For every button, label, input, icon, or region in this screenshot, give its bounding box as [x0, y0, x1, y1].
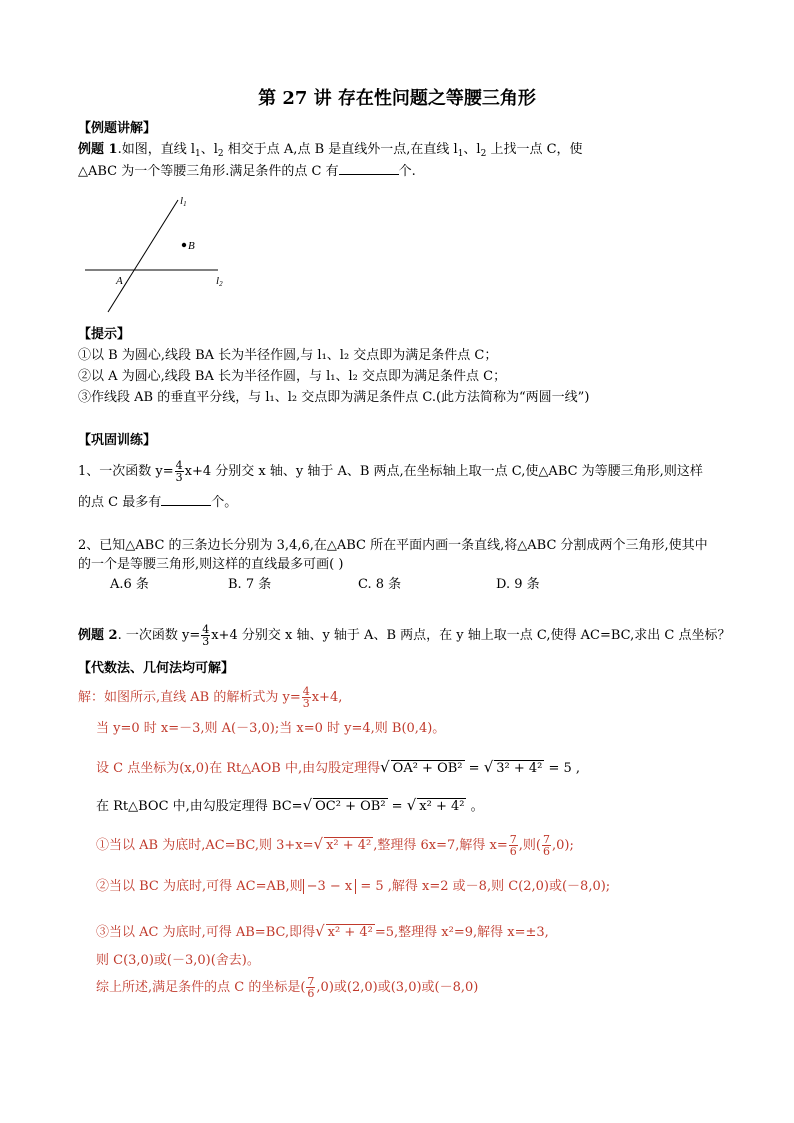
solution-line4: 在 Rt△BOC 中,由勾股定理得 BC=√ OC² + OB² = √ x² + 4² 。	[96, 796, 484, 814]
solution-case1: ①当以 AB 为底时,AC=BC,则 3+x=√ x² + 4² ,整理得 6x=7,解得 x= $\frac{7}{6}$ ,则( $\frac{7}{6}$ ,0);	[96, 833, 574, 858]
solution-case2: ②当以 BC 为底时,可得 AC=AB,则 −3 − x = 5 ,解得 x=2 或－8,则 C(2,0)或(－8,0);	[96, 879, 611, 894]
option-b: B. 7 条	[228, 577, 272, 592]
example1-line2: △ABC 为一个等腰三角形.满足条件的点 C 有 个.	[78, 164, 416, 179]
label-B: B	[188, 240, 195, 252]
hint-1: ①以 B 为圆心,线段 BA 长为半径作圆,与 l₁、l₂ 交点即为满足条件点 C；	[78, 348, 498, 363]
solution-line2: 当 y=0 时 x=－3,则 A(－3,0);当 x=0 时 y=4,则 B(0,4)。	[96, 721, 446, 736]
hint-2: ②以 A 为圆心,线段 BA 长为半径作圆，与 l₁、l₂ 交点即为满足条件点 C；	[78, 369, 507, 384]
example2-label: 例题 2	[78, 628, 118, 643]
fraction: $\frac{4}{3}$	[202, 623, 210, 648]
label-l1: l1	[180, 195, 187, 208]
answer-blank	[161, 493, 211, 506]
solution-case3-line2: 则 C(3,0)或(－3,0)(舍去)。	[96, 953, 260, 968]
section-heading-examples: 【例题讲解】	[78, 121, 157, 136]
hint-3: ③作线段 AB 的垂直平分线，与 l₁、l₂ 交点即为满足条件点 C.(此方法简称为“两圆一线”)	[78, 390, 590, 405]
point-B	[182, 243, 186, 247]
label-A: A	[116, 275, 123, 287]
fraction: $\frac{7}{6}$	[543, 833, 550, 858]
page-title: 第 27 讲 存在性问题之等腰三角形	[258, 88, 536, 109]
question2-line1: 2、已知△ABC 的三条边长分别为 3,4,6,在△ABC 所在平面内画一条直线,将△ABC 分割成两个三角形,使其中	[78, 538, 708, 553]
question1-line2: 的点 C 最多有 个。	[78, 495, 238, 510]
option-d: D. 9 条	[496, 577, 540, 592]
fraction: $\frac{7}{6}$	[509, 833, 517, 858]
fraction: $\frac{4}{3}$	[302, 685, 310, 710]
fraction: $\frac{7}{6}$	[307, 975, 315, 1000]
method-heading: 【代数法、几何法均可解】	[78, 661, 235, 676]
example2-line: 例题 2. 一次函数 y= $\frac{4}{3}$ x+4 分别交 x 轴、y 轴于 A、B 两点，在 y 轴上取一点 C,使得 AC=BC,求出 C 点坐标？	[78, 623, 731, 648]
section-heading-practice: 【巩固训练】	[78, 433, 157, 448]
solution-summary: 综上所述,满足条件的点 C 的坐标是( $\frac{7}{6}$ ,0)或(2,0)或(3,0)或(－8,0)	[96, 975, 479, 1000]
option-a: A.6 条	[110, 577, 149, 592]
hint-heading: 【提示】	[78, 327, 131, 342]
example1-figure	[80, 190, 240, 320]
answer-blank	[339, 162, 399, 175]
solution-line1: 解：如图所示,直线 AB 的解析式为 y= $\frac{4}{3}$ x+4,	[78, 685, 343, 710]
question2-line2: 的一个是等腰三角形,则这样的直线最多可画( )	[78, 557, 344, 572]
solution-line3: 设 C 点坐标为(x,0)在 Rt△AOB 中,由勾股定理得√ OA² + OB² = √ 3² + 4² = 5 ,	[96, 758, 581, 776]
example1-label: 例题 1	[78, 142, 118, 157]
option-c: C. 8 条	[358, 577, 402, 592]
line-l1	[108, 200, 178, 312]
question1-line1: 1、一次函数 y= $\frac{4}{3}$ x+4 分别交 x 轴、y 轴于 A、B 两点,在坐标轴上取一点 C,使△ABC 为等腰三角形,则这样	[78, 459, 703, 484]
fraction: $\frac{4}{3}$	[175, 459, 183, 484]
solution-case3: ③当以 AC 为底时,可得 AB=BC,即得√ x² + 4² =5,整理得 x²=9,解得 x=±3,	[96, 922, 549, 940]
label-l2: l2	[216, 275, 223, 288]
example1-line1: 例题 1.如图，直线 $l_1$、$l_2$ 相交于点 A,点 B 是直线外一点,在直线 $l_1$、$l_2$ 上找一点 C，使	[78, 142, 583, 159]
